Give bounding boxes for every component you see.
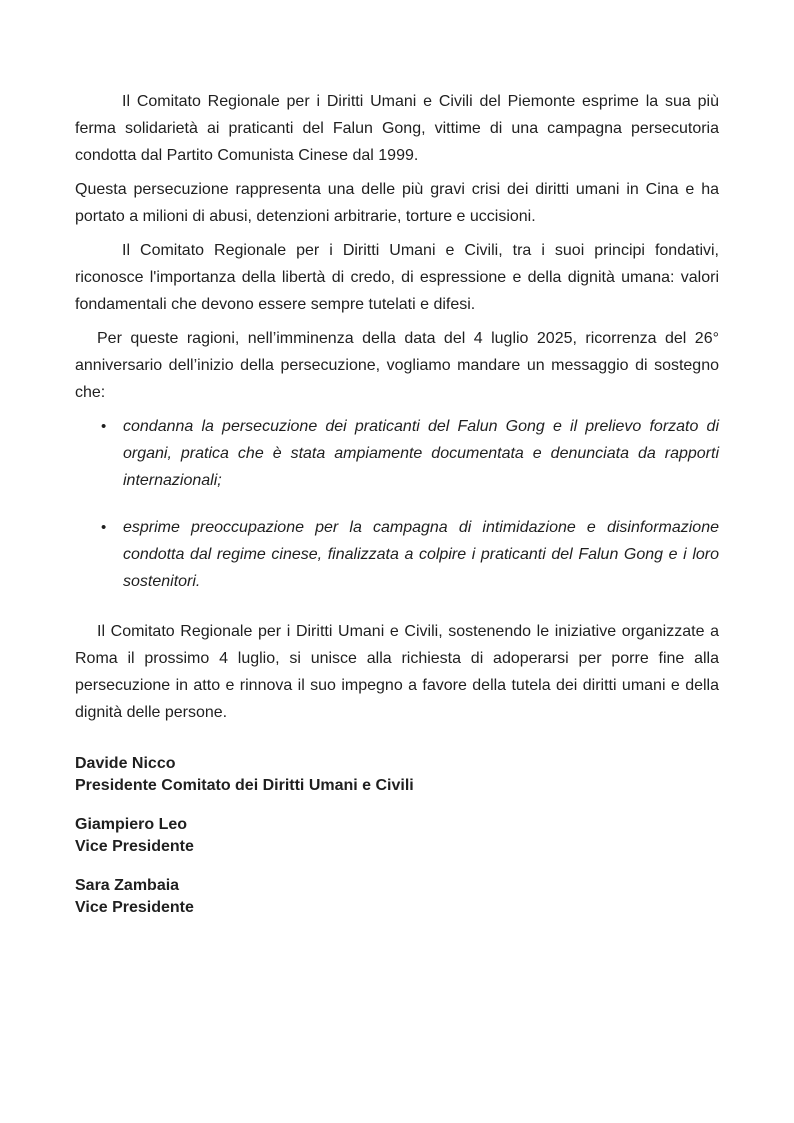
bullet-icon: • — [101, 519, 107, 536]
paragraph-closing: Il Comitato Regionale per i Diritti Umani e Civili, sostenendo le iniziative organizzate a Roma il prossimo 4 luglio, si unisce alla richiesta di adoperarsi per porre fine alla persecuzione in atto e rinnova il suo impegno a favore della tutela dei diritti umani e della dignità delle persone. — [75, 623, 719, 721]
paragraph-anniversary: Per queste ragioni, nell’imminenza della data del 4 luglio 2025, ricorrenza del 26° anniversario dell’inizio della persecuzione, vogliamo mandare un messaggio di sostegno che: — [75, 330, 719, 401]
signatory-title: Presidente Comitato dei Diritti Umani e Civili — [75, 777, 414, 794]
signatory-name: Giampiero Leo — [75, 816, 188, 833]
signatures-section — [75, 753, 719, 919]
bullet-list — [75, 413, 719, 595]
paragraph-principles: Il Comitato Regionale per i Diritti Umani e Civili, tra i suoi principi fondativi, riconosce l'importanza della libertà di credo, di espressione e della dignità umana: valori fondamentali che devono essere sempre tutelati e difesi. — [75, 242, 719, 313]
bullet-icon: • — [101, 418, 107, 435]
signatory-title: Vice Presidente — [75, 838, 194, 855]
paragraph-persecution: Questa persecuzione rappresenta una delle più gravi crisi dei diritti umani in Cina e ha portato a milioni di abusi, detenzioni arbitrarie, torture e uccisioni. — [75, 181, 719, 225]
signatory-title: Vice Presidente — [75, 899, 194, 916]
bullet-text-concern: esprime preoccupazione per la campagna di intimidazione e disinformazione condotta dal regime cinese, finalizzata a colpire i praticanti del Falun Gong e i loro sostenitori. — [123, 519, 719, 590]
signatory-name: Sara Zambaia — [75, 877, 180, 894]
signatory-name: Davide Nicco — [75, 755, 176, 772]
list-item — [75, 413, 719, 494]
signature-block — [75, 814, 719, 858]
list-item — [75, 514, 719, 595]
bullet-text-condemn: condanna la persecuzione dei praticanti del Falun Gong e il prelievo forzato di organi, pratica che è stata ampiamente documentata e denunciata da rapporti internazionali; — [123, 418, 719, 489]
signature-block — [75, 753, 719, 797]
signature-block — [75, 875, 719, 919]
paragraph-intro: Il Comitato Regionale per i Diritti Umani e Civili del Piemonte esprime la sua più ferma solidarietà ai praticanti del Falun Gong, vittime di una campagna persecutoria condotta dal Partito Comunista Cinese dal 1999. — [75, 93, 719, 164]
